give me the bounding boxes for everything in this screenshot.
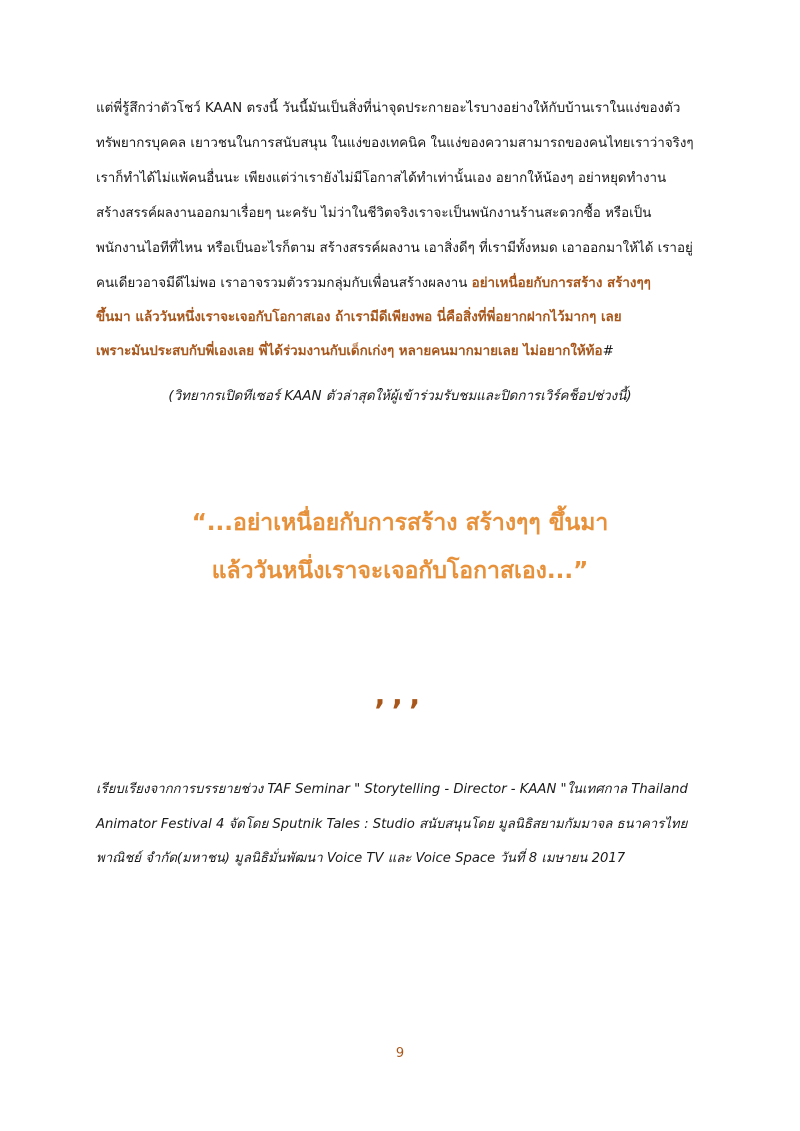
highlighted-text: เพราะมันประสบกับพี่เองเลย พี่ได้ร่วมงานกับเด็กเก่งๆ หลายคนมากมายเลย ไม่อยากให้ท้อ bbox=[96, 344, 603, 359]
pull-quote-line-1: “...อย่าเหนื่อยกับการสร้าง สร้างๆๆ ขึ้นมา bbox=[191, 510, 609, 536]
highlighted-text: อย่าเหนื่อยกับการสร้าง สร้างๆๆ bbox=[471, 276, 651, 291]
body-line bbox=[96, 343, 614, 361]
source-line: พาณิชย์ จำกัด(มหาชน) มูลนิธิมั่นพัฒนา Voice TV และ Voice Space วันที่ 8 เมษายน 2017 bbox=[96, 851, 626, 866]
page-number: 9 bbox=[395, 1046, 405, 1061]
decorative-dots: ‚‚‚ bbox=[373, 678, 427, 713]
body-line: เราก็ทำได้ไม่แพ้คนอื่นนะ เพียงแต่ว่าเรายังไม่มีโอกาสได้ทำเท่านั้นเอง อยากให้น้องๆ อย่าหยุดทำงาน bbox=[96, 171, 667, 186]
body-line: พนักงานไอทีที่ไหน หรือเป็นอะไรก็ตาม สร้างสรรค์ผลงาน เอาสิ่งดีๆ ที่เรามีทั้งหมด เอาออกมาให้ได้ เราอยู่ bbox=[96, 241, 693, 256]
body-line: ทรัพยากรบุคคล เยาวชนในการสนับสนุน ในแง่ของเทคนิค ในแง่ของความสามารถของคนไทยเราว่าจริงๆ bbox=[96, 136, 694, 151]
body-line: สร้างสรรค์ผลงานออกมาเรื่อยๆ นะครับ ไม่ว่าในชีวิตจริงเราจะเป็นพนักงานร้านสะดวกซื้อ หรือเป็น bbox=[96, 206, 652, 221]
body-text: คนเดียวอาจมีดีไม่พอ เราอาจรวมตัวรวมกลุ่มกับเพื่อนสร้างผลงาน bbox=[96, 276, 472, 291]
caption: (วิทยากรเปิดทีเซอร์ KAAN ตัวล่าสุดให้ผู้เข้าร่วมรับชมและปิดการเวิร์คช็อปช่วงนี้) bbox=[168, 389, 632, 404]
source-line: เรียบเรียงจากการบรรยายช่วง TAF Seminar " Storytelling - Director - KAAN "ในเทศกาล Thailand bbox=[96, 782, 688, 797]
pull-quote-line-2: แล้ววันหนึ่งเราจะเจอกับโอกาสเอง...” bbox=[211, 558, 589, 584]
highlighted-text: ขึ้นมา แล้ววันหนึ่งเราจะเจอกับโอกาสเอง ถ้าเรามีดีเพียงพอ นี่คือสิ่งที่พี่อยากฝากไว้มากๆ เลย bbox=[96, 310, 622, 325]
body-line bbox=[96, 275, 651, 293]
body-line: แต่พี่รู้สึกว่าตัวโชว์ KAAN ตรงนี้ วันนี้มันเป็นสิ่งที่น่าจุดประกายอะไรบางอย่างให้กับบ้านเราในแง่ของตัว bbox=[96, 101, 681, 116]
source-line: Animator Festival 4 จัดโดย Sputnik Tales : Studio สนับสนุนโดย มูลนิธิสยามกัมมาจล ธนาคารไทย bbox=[96, 817, 688, 832]
end-mark: # bbox=[602, 344, 614, 359]
